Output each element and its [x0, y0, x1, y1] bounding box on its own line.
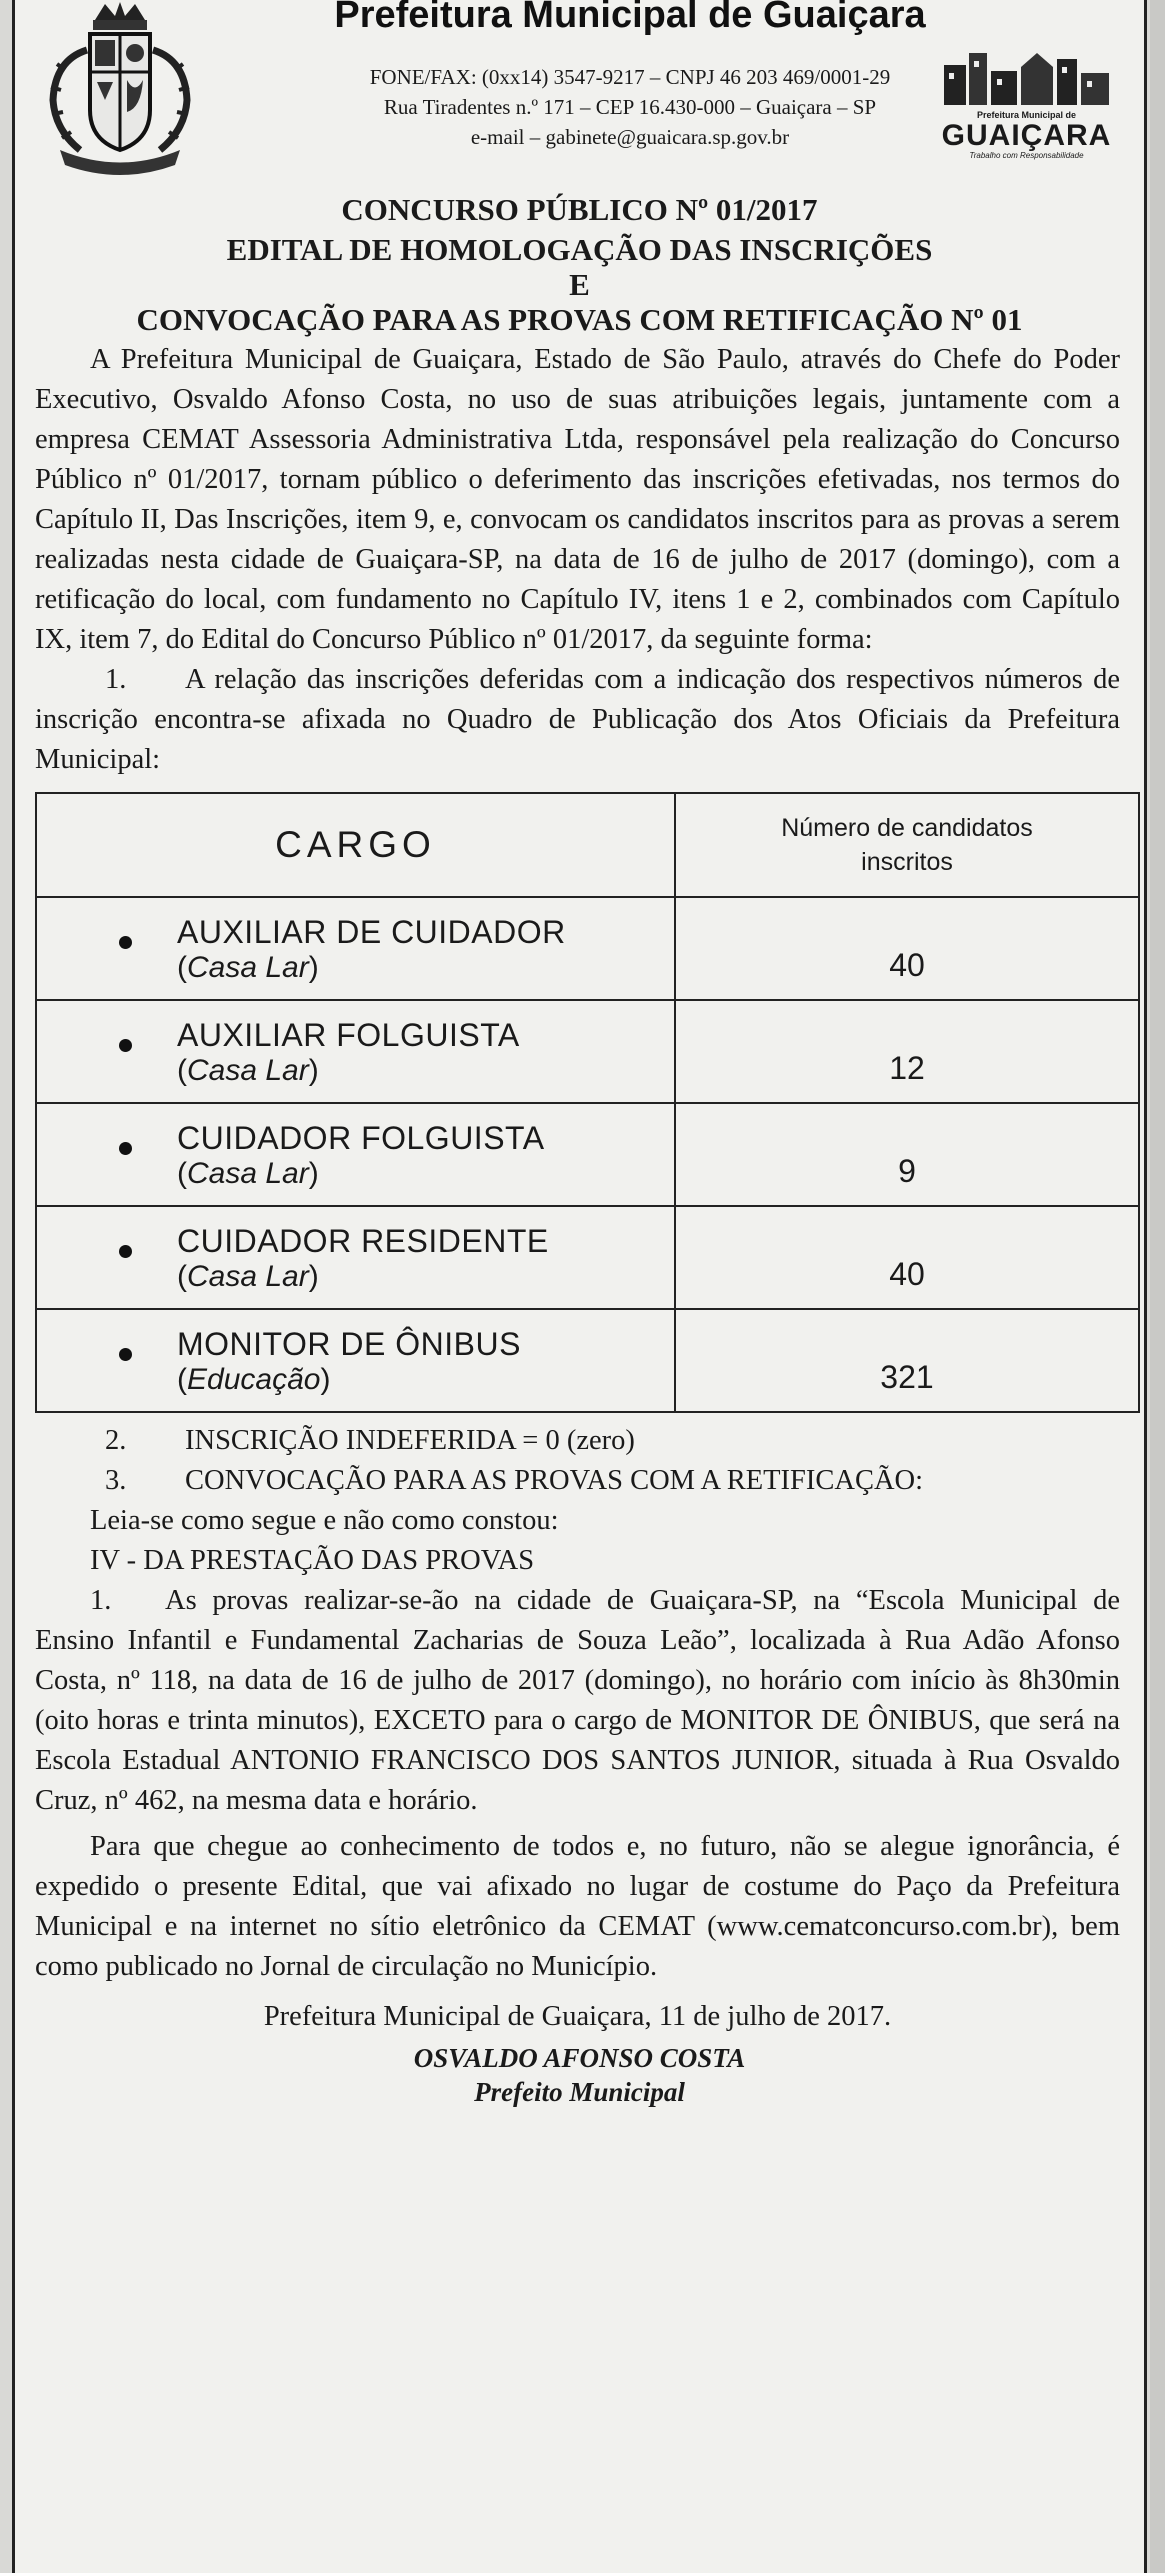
table-header-count: [675, 793, 1139, 897]
table-header-cargo: CARGO: [36, 793, 675, 897]
cargo-sub: (Educação): [177, 1362, 331, 1396]
bullet-icon: [119, 1142, 132, 1155]
contact-email-line: e-mail – gabinete@guaicara.sp.gov.br: [470, 125, 790, 149]
candidates-table: [35, 792, 1140, 1413]
count-cell: 40: [675, 1206, 1139, 1309]
cargo-cell: [36, 1206, 675, 1309]
bullet-icon: [119, 1039, 132, 1052]
cargo-cell: [36, 897, 675, 1000]
guaicara-logo: [939, 45, 1114, 165]
item-2-text: INSCRIÇÃO INDEFERIDA = 0 (zero): [185, 1425, 635, 1456]
cargo-cell: [36, 1309, 675, 1412]
date-line: Prefeitura Municipal de Guaiçara, 11 de julho de 2017.: [263, 2001, 892, 2032]
cargo-cell: [36, 1103, 675, 1206]
count-cell: 40: [675, 897, 1139, 1000]
contact-phone-line: FONE/FAX: (0xx14) 3547-9217 – CNPJ 46 203 469/0001-29: [369, 65, 891, 89]
city-skyline-icon: [939, 45, 1114, 105]
signature-name: OSVALDO AFONSO COSTA: [413, 2043, 746, 2073]
cargo-sub: (Casa Lar): [177, 1156, 319, 1190]
count-cell: 9: [675, 1103, 1139, 1206]
notice-body: [15, 340, 1144, 780]
cargo-name: MONITOR DE ÔNIBUS: [177, 1325, 521, 1362]
item-iv-1-number: 1.: [90, 1585, 112, 1616]
bullet-icon: [119, 936, 132, 949]
item-iv-1: [35, 1581, 1120, 1821]
official-notice: [12, 0, 1147, 2573]
logo-name: GUAIÇARA: [941, 119, 1112, 152]
notice-header: [15, 0, 1144, 180]
municipal-crest-icon: [35, 0, 205, 175]
cargo-sub: (Casa Lar): [177, 1259, 319, 1293]
count-cell: 12: [675, 1000, 1139, 1103]
count-cell: 321: [675, 1309, 1139, 1412]
signature-block: [15, 2041, 1144, 2109]
item-1-text: A relação das inscrições deferidas com a indicação dos respectivos números de inscrição encontra-se afixada no Quadro de Publicação dos Atos Oficiais da Prefeitura Municipal:: [35, 664, 1120, 775]
table-row: [36, 1309, 1139, 1412]
item-3-text: CONVOCAÇÃO PARA AS PROVAS COM A RETIFICAÇÃO:: [185, 1465, 924, 1496]
contact-block: [245, 62, 1015, 152]
cargo-name: AUXILIAR DE CUIDADOR: [177, 913, 566, 950]
item-1-number: 1.: [105, 664, 127, 695]
table-header-row: [36, 793, 1139, 897]
item-2: [35, 1421, 1120, 1461]
org-title: Prefeitura Municipal de Guaiçara: [334, 0, 926, 36]
read-as-line: Leia-se como segue e não como constou:: [90, 1505, 559, 1536]
table-row: [36, 1206, 1139, 1309]
item-iv-1-text: As provas realizar-se-ão na cidade de Guaiçara-SP, na “Escola Municipal de Ensino Infantil e Fundamental Zacharias de Souza Leão”, localizada à Rua Adão Afonso Costa, nº 118, na data de 16 de julho de 2017 (domingo), no horário com início às 8h30min (oito horas e trinta minutos), EXCETO para o cargo de MONITOR DE ÔNIBUS, que será na Escola Estadual ANTONIO FRANCISCO DOS SANTOS JUNIOR, situada à Rua Osvaldo Cruz, nº 462, na mesma data e horário.: [35, 1585, 1120, 1816]
background-newspaper-strip: [1150, 0, 1165, 2573]
cargo-sub: (Casa Lar): [177, 1053, 319, 1087]
cargo-cell: [36, 1000, 675, 1103]
logo-caption: Prefeitura Municipal de: [976, 110, 1077, 120]
title-edital: EDITAL DE HOMOLOGAÇÃO DAS INSCRIÇÕES: [226, 232, 933, 267]
table-header-count-line-1: Número de candidatos: [781, 814, 1033, 842]
table-row: [36, 1000, 1139, 1103]
item-3-number: 3.: [105, 1465, 127, 1496]
table-row: [36, 1103, 1139, 1206]
cargo-sub: (Casa Lar): [177, 950, 319, 984]
section-heading: IV - DA PRESTAÇÃO DAS PROVAS: [90, 1545, 535, 1576]
notice-body-continued: [15, 1421, 1144, 2037]
bullet-icon: [119, 1245, 132, 1258]
signature-role: Prefeito Municipal: [474, 2077, 685, 2107]
table-header-count-line-2: inscritos: [861, 848, 953, 876]
notice-titles: [15, 190, 1144, 340]
title-contest: CONCURSO PÚBLICO Nº 01/2017: [341, 192, 818, 227]
contact-address-line: Rua Tiradentes n.º 171 – CEP 16.430-000 – Guaiçara – SP: [383, 95, 877, 119]
closing-paragraph: Para que chegue ao conhecimento de todos e, no futuro, não se alegue ignorância, é expedido o presente Edital, que vai afixado no lugar de costume do Paço da Prefeitura Municipal e na internet no sítio eletrônico da CEMAT (www.cematconcurso.com.br), bem como publicado no Jornal de circulação no Município.: [35, 1831, 1120, 1982]
table-row: [36, 897, 1139, 1000]
logo-tagline: Trabalho com Responsabilidade: [969, 151, 1084, 160]
cargo-name: AUXILIAR FOLGUISTA: [177, 1016, 520, 1053]
bullet-icon: [119, 1348, 132, 1361]
cargo-name: CUIDADOR RESIDENTE: [177, 1222, 549, 1259]
title-convocation: CONVOCAÇÃO PARA AS PROVAS COM RETIFICAÇÃO Nº 01: [136, 302, 1023, 337]
item-3: [35, 1461, 1120, 1501]
intro-paragraph: A Prefeitura Municipal de Guaiçara, Estado de São Paulo, através do Chefe do Poder Executivo, Osvaldo Afonso Costa, no uso de suas atribuições legais, juntamente com a empresa CEMAT Assessoria Administrativa Ltda, responsável pela realização do Concurso Público nº 01/2017, tornam público o deferimento das inscrições efetivadas, nos termos do Capítulo II, Das Inscrições, item 9, e, convocam os candidatos inscritos para as provas a serem realizadas nesta cidade de Guaiçara-SP, na data de 16 de julho de 2017 (domingo), com a retificação do local, com fundamento no Capítulo IV, itens 1 e 2, combinados com Capítulo IX, item 7, do Edital do Concurso Público nº 01/2017, da seguinte forma:: [35, 344, 1120, 655]
cargo-name: CUIDADOR FOLGUISTA: [177, 1119, 545, 1156]
item-2-number: 2.: [105, 1425, 127, 1456]
item-1: [35, 660, 1120, 780]
title-conjunction: E: [569, 267, 590, 302]
